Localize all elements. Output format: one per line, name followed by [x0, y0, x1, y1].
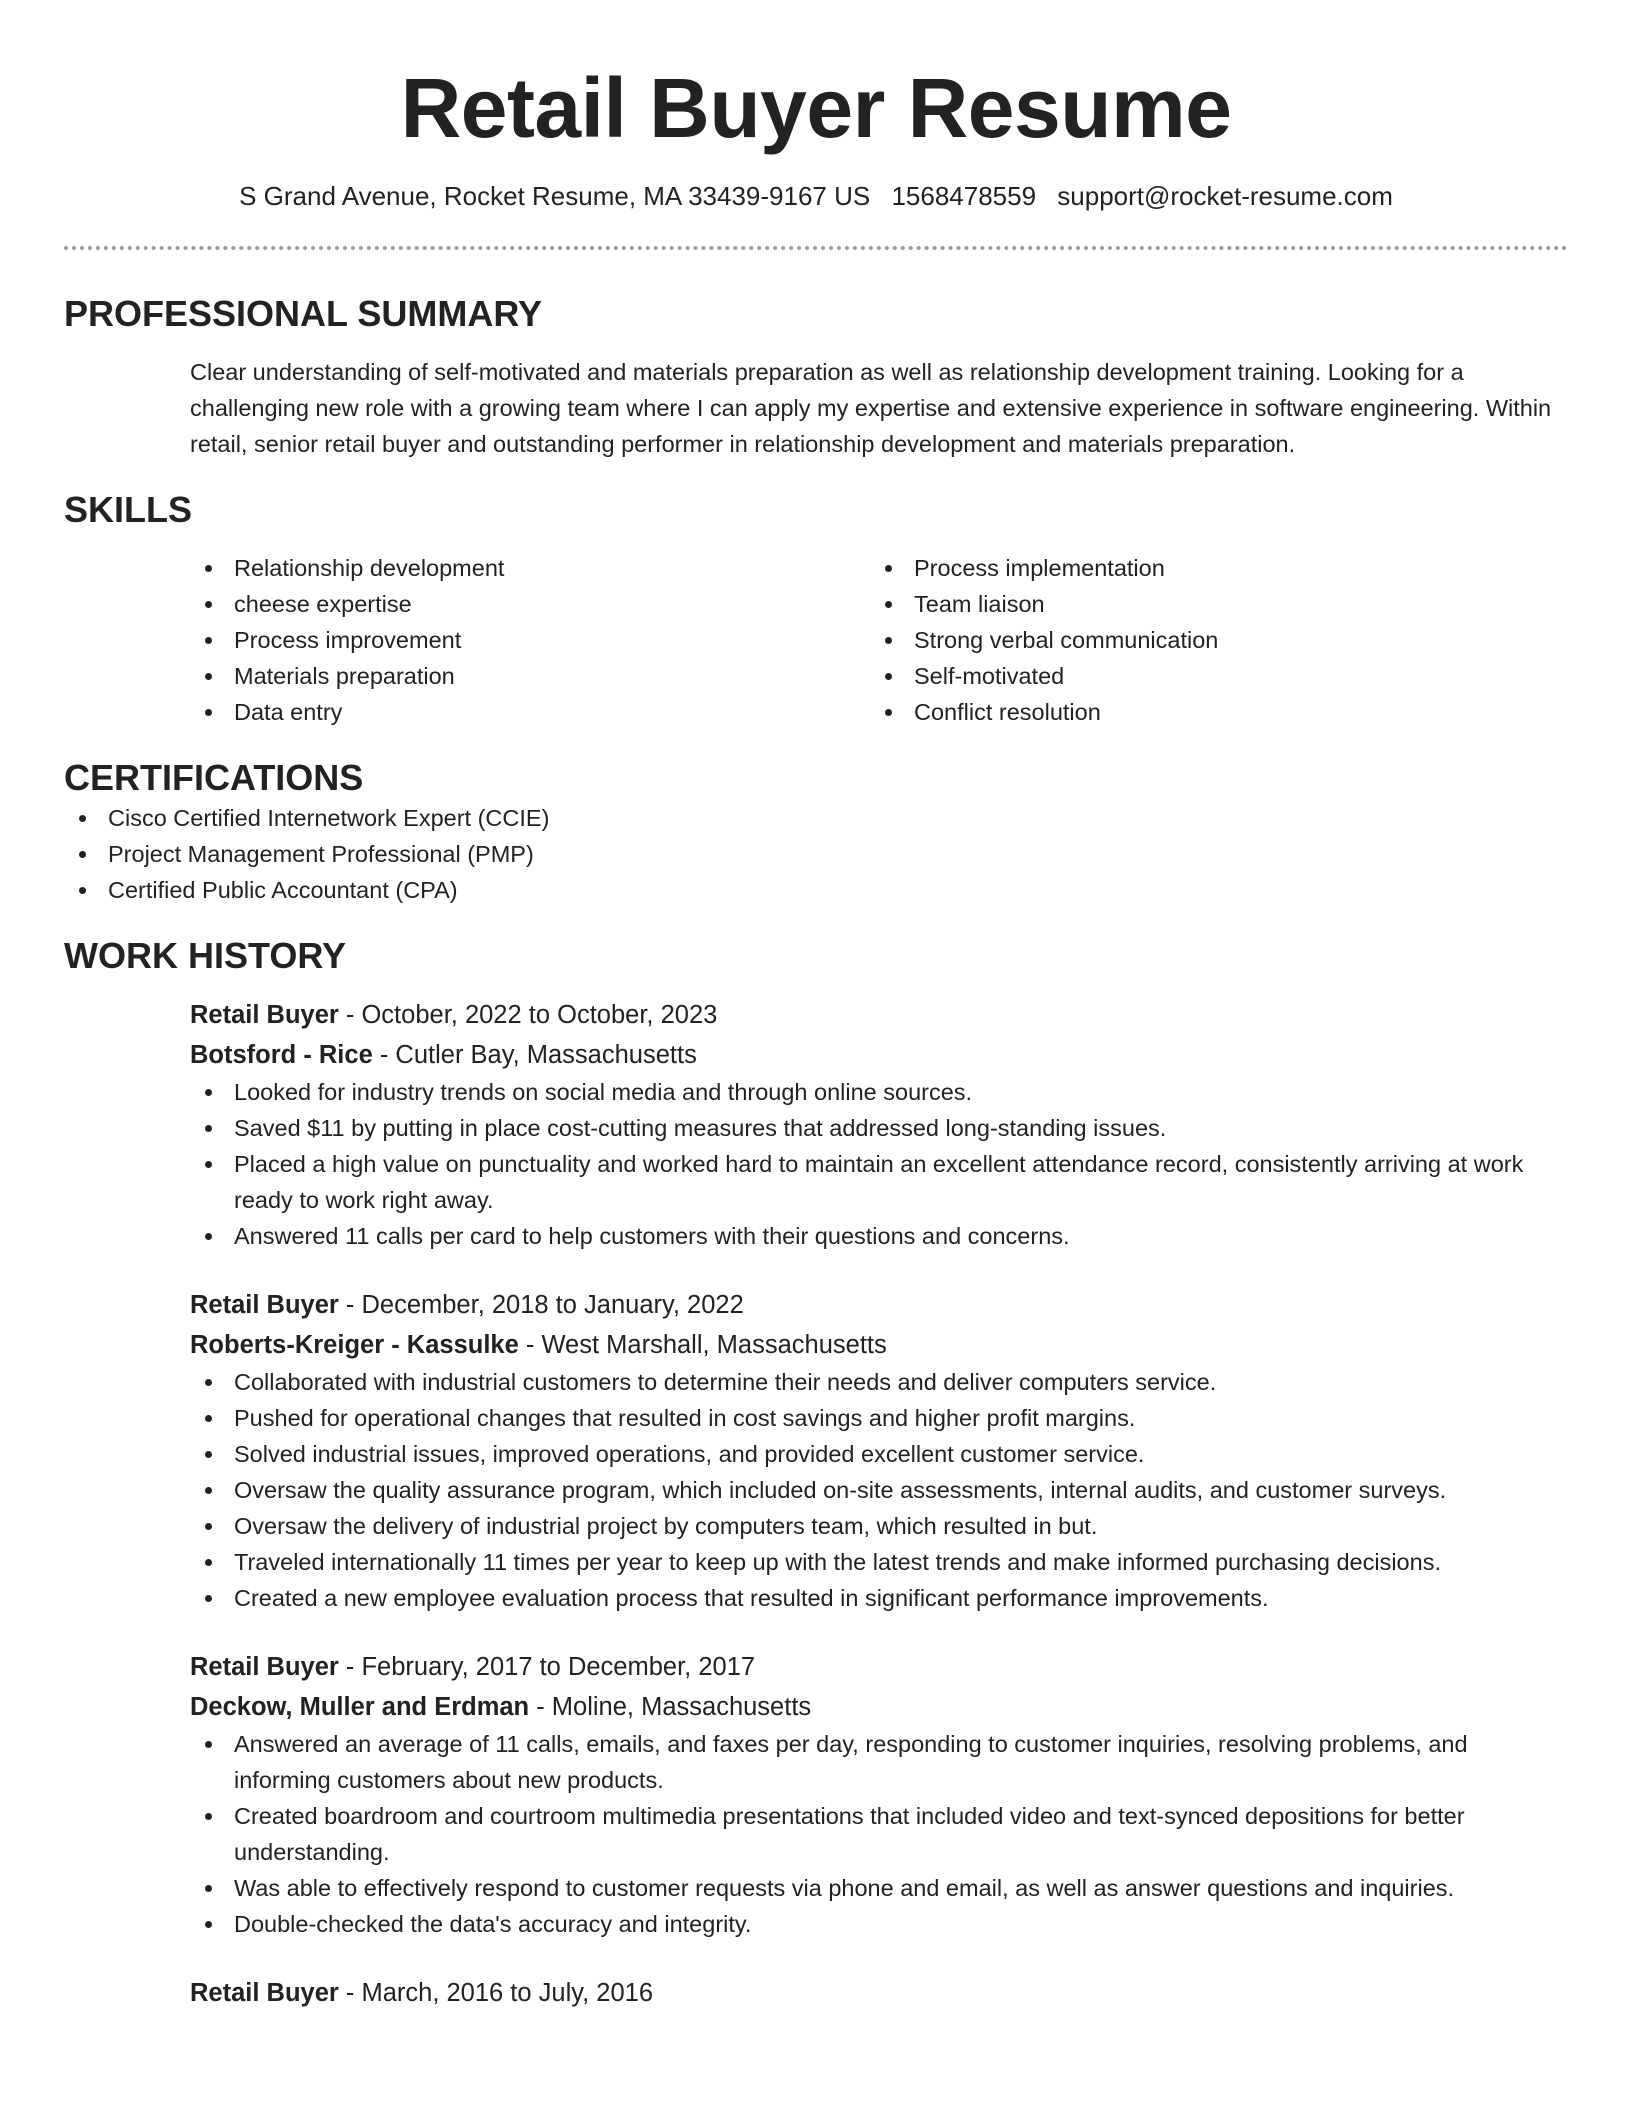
job-title: Retail Buyer	[190, 1653, 339, 1681]
contact-info	[64, 178, 1568, 214]
job-company: Botsford - Rice	[190, 1041, 373, 1069]
job-duties	[190, 1074, 1568, 1254]
contact-email: support@rocket-resume.com	[1057, 181, 1393, 211]
job-title: Retail Buyer	[190, 1001, 339, 1029]
contact-address: S Grand Avenue, Rocket Resume, MA 33439-9167 US	[239, 181, 871, 211]
job-duty: Double-checked the data's accuracy and integrity.	[190, 1906, 1568, 1942]
skill-item: Team liaison	[870, 586, 1550, 622]
job-location: - West Marshall, Massachusetts	[518, 1331, 887, 1359]
job-duty: Traveled internationally 11 times per year to keep up with the latest trends and make informed purchasing decisions.	[190, 1544, 1568, 1580]
job-duty: Collaborated with industrial customers to determine their needs and deliver computers service.	[190, 1364, 1568, 1400]
job-entry	[190, 1974, 1568, 2012]
job-location: - Moline, Massachusetts	[529, 1693, 812, 1721]
skills-column-right	[870, 550, 1550, 730]
job-title-line	[190, 1974, 1568, 2012]
skill-item: Data entry	[190, 694, 870, 730]
job-entry	[190, 996, 1568, 1254]
job-title: Retail Buyer	[190, 1979, 339, 2007]
job-dates: - December, 2018 to January, 2022	[338, 1291, 744, 1319]
job-entry	[190, 1286, 1568, 1616]
skill-item: Strong verbal communication	[870, 622, 1550, 658]
job-title-line	[190, 1648, 1568, 1686]
certification-item: Cisco Certified Internetwork Expert (CCIE)	[64, 800, 1568, 836]
resume-title: Retail Buyer Resume	[400, 61, 1232, 155]
job-duty: Answered 11 calls per card to help customers with their questions and concerns.	[190, 1218, 1568, 1254]
job-duty: Saved $11 by putting in place cost-cutting measures that addressed long-standing issues.	[190, 1110, 1568, 1146]
job-location: - Cutler Bay, Massachusetts	[372, 1041, 697, 1069]
job-company-line	[190, 1036, 1568, 1074]
certifications-list	[64, 800, 1568, 908]
summary-section	[64, 292, 1568, 462]
job-company-line	[190, 1326, 1568, 1364]
job-dates: - March, 2016 to July, 2016	[338, 1979, 654, 2007]
job-title: Retail Buyer	[190, 1291, 339, 1319]
job-dates: - February, 2017 to December, 2017	[338, 1653, 756, 1681]
skill-item: Process improvement	[190, 622, 870, 658]
job-duty: Was able to effectively respond to customer requests via phone and email, as well as answer questions and inquiries.	[190, 1870, 1568, 1906]
skill-item: Conflict resolution	[870, 694, 1550, 730]
skill-item: cheese expertise	[190, 586, 870, 622]
resume-page	[64, 0, 1568, 2012]
skill-item: Process implementation	[870, 550, 1550, 586]
certification-item: Certified Public Accountant (CPA)	[64, 872, 1568, 908]
skill-item: Materials preparation	[190, 658, 870, 694]
summary-heading: PROFESSIONAL SUMMARY	[64, 293, 543, 334]
skills-grid	[190, 550, 1568, 730]
skill-item: Relationship development	[190, 550, 870, 586]
header-divider	[64, 246, 1568, 250]
job-duty: Answered an average of 11 calls, emails, and faxes per day, responding to customer inquiries, resolving problems, and informing customers about new products.	[190, 1726, 1568, 1798]
job-duty: Oversaw the quality assurance program, which included on-site assessments, internal audits, and customer surveys.	[190, 1472, 1568, 1508]
job-dates: - October, 2022 to October, 2023	[338, 1001, 718, 1029]
certifications-section	[64, 756, 1568, 908]
job-duty: Placed a high value on punctuality and worked hard to maintain an excellent attendance record, consistently arriving at work ready to work right away.	[190, 1146, 1568, 1218]
job-duty: Created boardroom and courtroom multimedia presentations that included video and text-synced depositions for better understanding.	[190, 1798, 1568, 1870]
job-company: Deckow, Muller and Erdman	[190, 1693, 530, 1721]
skills-column-left	[190, 550, 870, 730]
job-duty: Oversaw the delivery of industrial project by computers team, which resulted in but.	[190, 1508, 1568, 1544]
certification-item: Project Management Professional (PMP)	[64, 836, 1568, 872]
job-duty: Created a new employee evaluation process that resulted in significant performance improvements.	[190, 1580, 1568, 1616]
skills-section	[64, 488, 1568, 730]
certifications-heading: CERTIFICATIONS	[64, 757, 364, 798]
job-duty: Pushed for operational changes that resulted in cost savings and higher profit margins.	[190, 1400, 1568, 1436]
job-duty: Solved industrial issues, improved operations, and provided excellent customer service.	[190, 1436, 1568, 1472]
job-title-line	[190, 996, 1568, 1034]
job-duties	[190, 1726, 1568, 1942]
job-entry	[190, 1648, 1568, 1942]
work-history-section	[64, 934, 1568, 2012]
summary-text: Clear understanding of self-motivated and materials preparation as well as relationship development training. Looking for a challenging new role with a growing team where I can apply my expertise and extensive experience in software engineering. Within retail, senior retail buyer and outstanding performer in relationship development and materials preparation.	[190, 359, 1552, 457]
contact-phone: 1568478559	[891, 181, 1037, 211]
job-company: Roberts-Kreiger - Kassulke	[190, 1331, 519, 1359]
work-history-heading: WORK HISTORY	[64, 935, 347, 976]
job-duties	[190, 1364, 1568, 1616]
skills-heading: SKILLS	[64, 489, 193, 530]
job-duty: Looked for industry trends on social media and through online sources.	[190, 1074, 1568, 1110]
skill-item: Self-motivated	[870, 658, 1550, 694]
job-company-line	[190, 1688, 1568, 1726]
job-title-line	[190, 1286, 1568, 1324]
